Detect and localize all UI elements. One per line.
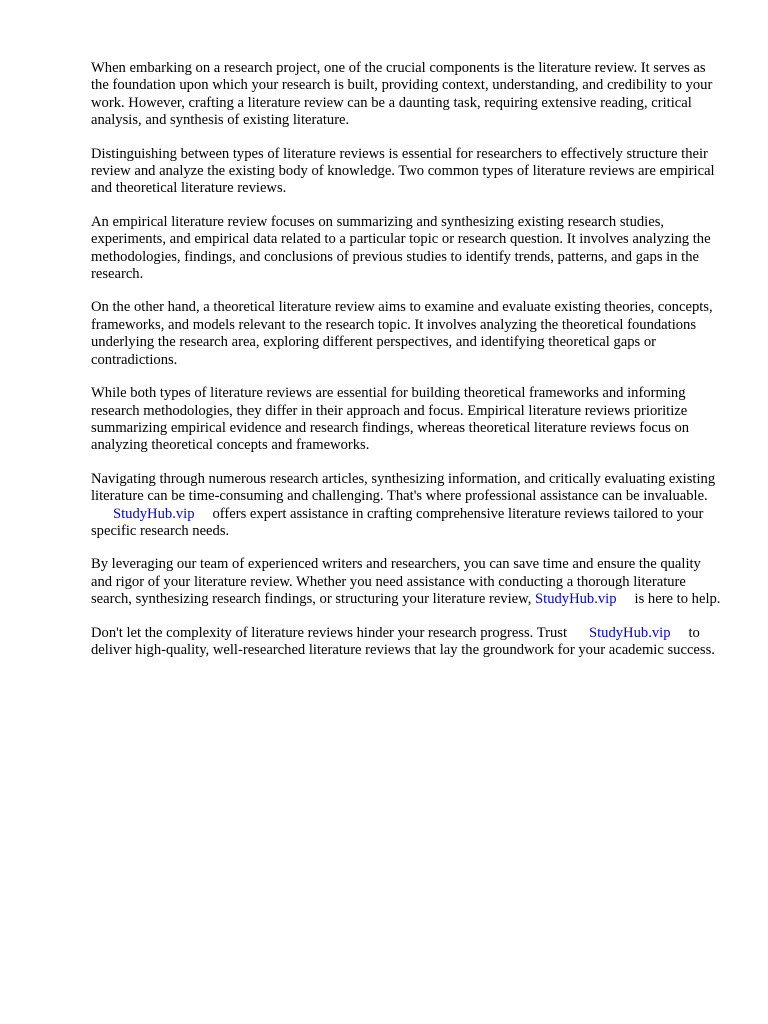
paragraph-assistance <box>91 471 723 541</box>
paragraph-empirical: An empirical literature review focuses on summarizing and synthesizing existing research studies, experiments, and empirical data related to a particular topic or research question. It involves analyzing the methodologies, findings, and conclusions of previous studies to identify trends, patterns, and gaps in the research. <box>91 213 711 283</box>
paragraph-leverage <box>91 556 723 608</box>
paragraph-theoretical: On the other hand, a theoretical literature review aims to examine and evaluate existing theories, concepts, frameworks, and models relevant to the research topic. It involves analyzing the theoretical foundations underlying the research area, exploring different perspectives, and identifying theoretical gaps or contradictions. <box>91 299 713 368</box>
paragraph-closing-text-after: to deliver high-quality, well-researched literature reviews that lay the groundwork for your academic success. <box>91 624 715 658</box>
studyhub-link-2[interactable]: StudyHub.vip <box>535 591 617 608</box>
paragraph-assistance-text-after: offers expert assistance in crafting comprehensive literature reviews tailored to your specific research needs. <box>91 505 704 539</box>
document-body <box>91 60 723 675</box>
studyhub-link-3[interactable]: StudyHub.vip <box>589 624 671 641</box>
paragraph-leverage-text-after: is here to help. <box>634 591 721 608</box>
paragraph-closing-text-before: Don't let the complexity of literature reviews hinder your research progress. Trust <box>91 624 567 641</box>
paragraph-types: Distinguishing between types of literature reviews is essential for researchers to effectively structure their review and analyze the existing body of knowledge. Two common types of literature reviews are empirical and theoretical literature reviews. <box>91 145 715 197</box>
paragraph-closing <box>91 625 723 660</box>
studyhub-link-1[interactable]: StudyHub.vip <box>113 505 195 522</box>
paragraph-leverage-text-before: By leveraging our team of experienced writers and researchers, you can save time and ensure the quality and rigor of your literature review. Whether you need assistance with conducting a thorough literature search, synthesizing research findings, or structuring your literature review, <box>91 556 701 608</box>
paragraph-assistance-text-before: Navigating through numerous research articles, synthesizing information, and critically evaluating existing literature can be time-consuming and challenging. That's where professional assistance can be invaluable. <box>91 470 716 505</box>
paragraph-intro: When embarking on a research project, one of the crucial components is the literature review. It serves as the foundation upon which your research is built, providing context, understanding, and credibility to your work. However, crafting a literature review can be a daunting task, requiring extensive reading, critical analysis, and synthesis of existing literature. <box>91 60 713 129</box>
paragraph-comparison: While both types of literature reviews are essential for building theoretical frameworks and informing research methodologies, they differ in their approach and focus. Empirical literature reviews prioritize summarizing empirical evidence and research findings, whereas theoretical literature reviews focus on analyzing theoretical concepts and frameworks. <box>91 385 690 454</box>
